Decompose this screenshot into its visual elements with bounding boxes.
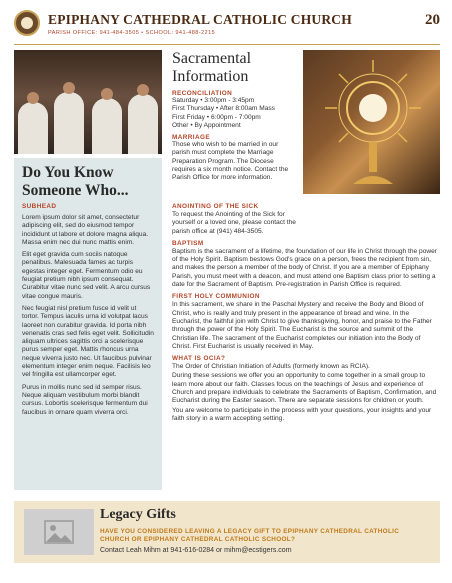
anointing-text: To request the Anointing of the Sick for yourself or a loved one, please contact the parish office at (941) 484-3505. [172,211,296,235]
marriage-heading: MARRIAGE [172,134,210,142]
legacy-contact: Contact Leah Mihm at 941-616-0284 or mihm@ecstigers.com [100,547,292,554]
clergy-procession-photo [14,50,162,154]
communion-text: In this sacrament, we share in the Paschal Mystery and receive the Body and Blood of Christ, who is really and truly present in the appearance of bread and wine. In the Eucharist, the faithful join with Christ to give thanksgiving, honor, and praise to the Father through the power of the Holy Spirit. The Eucharist is the source and summit of the Christian life. The sacrament of the Eucharist completes our initiation into the Body of Christ. First Eucharist is usually received in May. [172,301,432,350]
legacy-question: HAVE YOU CONSIDERED LEAVING A LEGACY GIFT TO EPIPHANY CATHEDRAL CATHOLIC CHURCH OR EPIPHANY CATHEDRAL CATHOLIC SCHOOL? [100,528,400,543]
baptism-text: Baptism is the sacrament of a lifetime, the foundation of our life in Christ through the power of the Holy Spirit. Baptism bestows God's grace on a person, frees the recipient from sin, and makes the person a member of the body of Christ. If you are a member of Epiphany Parish, you must meet with a deacon, and must attend one Baptism class prior to setting a date for the Sacrament of Baptism. Pre-registration in Parish Office is required. [172,247,437,289]
panel-subhead: SUBHEAD [22,203,57,210]
legacy-gifts-banner [14,501,440,563]
baptism-heading: BAPTISM [172,239,204,247]
panel-paragraph: Purus in mollis nunc sed id semper risus. Neque aliquam vestibulum morbi blandit cursus. Lobortis scelerisque fermentum dui faucibus in ornare quam viverra orci. [22,383,148,416]
ocia-text: The Order of Christian Initiation of Adults (formerly known as RCIA). [172,363,370,371]
section-title-line2: Information [172,68,249,85]
church-name: EPIPHANY CATHEDRAL CATHOLIC CHURCH [48,12,352,27]
monstrance-photo [303,50,440,194]
reconciliation-time: First Friday • 6:00pm - 7:00pm [172,113,261,121]
sacramental-intro [172,50,296,183]
panel-heading-line1: Do You Know [22,164,114,181]
panel-paragraph: Nec feugiat nisl pretium fusce id velit ut tortor. Tempus iaculis urna id volutpat lacus laoreet non curabitur gravida. Id porta nibh venenatis cras sed felis eget velit. Sollicitudin aliquam ultrices sagittis orci a scelerisque purus semper eget. Mattis rhoncus urna neque viverra justo nec. Ut faucibus pulvinar elementum integer enim neque. Facilisis leo vel fringilla est ullamcorper eget. [22,304,154,379]
ocia-heading: WHAT IS OCIA? [172,355,226,363]
reconciliation-heading: RECONCILIATION [172,90,233,97]
section-title-line1: Sacramental [172,50,252,67]
communion-heading: FIRST HOLY COMMUNION [172,293,260,301]
sacrament-details [172,199,440,423]
marriage-text: Those who wish to be married in our parish must complete the Marriage Preparation Program. The Diocese requires a six month notice. Contact the Parish Office for more information. [172,141,289,182]
do-you-know-panel [14,158,162,490]
contact-line: PARISH OFFICE: 941-484-3505 • SCHOOL: 941-488-2215 [48,30,216,36]
reconciliation-time: Saturday • 3:00pm - 3:45pm [172,97,255,104]
image-placeholder-icon [24,509,94,555]
ocia-text: During these sessions we offer you an opportunity to come together in a small group to learn more about our faith. Classes focus on the teachings of Jesus and experience of Church and prepare individuals to celebrate the Sacraments of Baptism, Confirmation, and Eucharist during the Easter season. There are separate sessions for children or youth. [172,372,437,405]
panel-paragraph: Lorem ipsum dolor sit amet, consectetur adipiscing elit, sed do eiusmod tempor incididunt ut labore et dolore magna aliqua. Massa enim nec dui nunc mattis enim. [22,214,149,246]
reconciliation-time: Other • By Appointment [172,121,241,129]
church-seal-icon [14,10,40,36]
ocia-text: You are welcome to participate in the process with your questions, your insights and your faith story in a warm accepting setting. [172,406,432,422]
page-number: 20 [425,12,440,28]
anointing-heading: ANOINTING OF THE SICK [172,203,259,210]
panel-paragraph: Elit eget gravida cum sociis natoque penatibus. Malesuada fames ac turpis egestas integer eget. Fermentum odio eu feugiat pretium nibh ipsum consequat. Curabitur vitae nunc sed velit. A arcu cursus vitae congue mauris. [22,251,151,300]
header-divider [14,44,440,45]
legacy-title: Legacy Gifts [100,507,176,522]
reconciliation-time: First Thursday • After 8:00am Mass [172,105,275,113]
panel-heading-line2: Someone Who... [22,182,129,199]
page-header [14,10,440,40]
